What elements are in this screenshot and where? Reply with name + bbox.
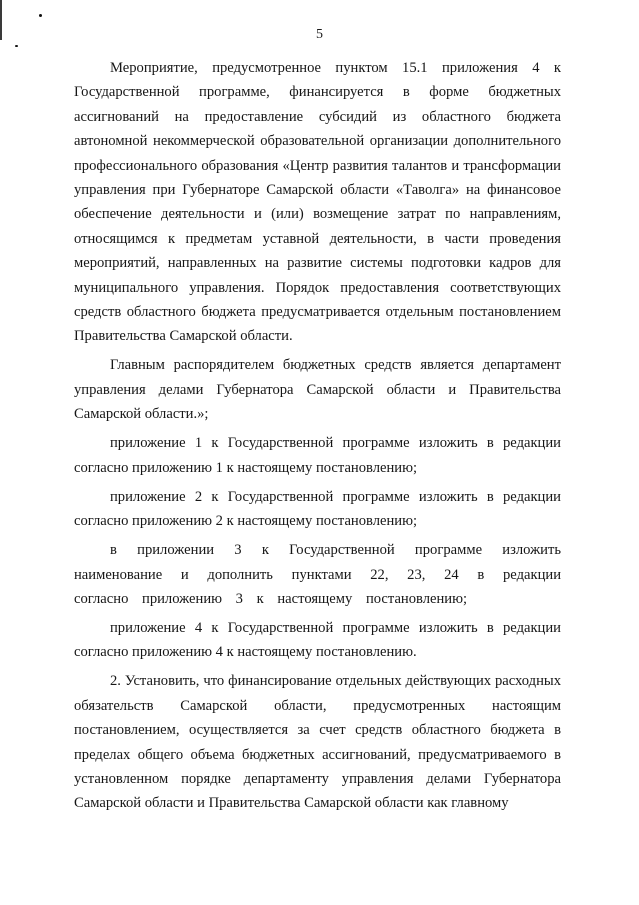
page-number: 5 xyxy=(316,27,323,42)
paragraph-event-funding: Мероприятие, предусмотренное пунктом 15.1 приложения 4 к Государственной программе, финансируется в форме бюджетных ассигнований на предоставление субсидий из областного бюджета автономной некоммерческой образовательной организации дополнительного профессионального образования «Центр развития талантов и трансформации управления при Губернаторе Самарской области «Таволга» на финансовое обеспечение деятельности и (или) возмещение затрат по направлениям, относящимся к предметам уставной деятельности, в части проведения мероприятий, направленных на развитие системы подготовки кадров для муниципального управления. Порядок предоставления соответствующих средств областного бюджета предусматривается отдельным постановлением Правительства Самарской области. xyxy=(74,60,561,345)
paragraph-item-2-financing: 2. Установить, что финансирование отдельных действующих расходных обязательств Самарской области, предусмотренных настоящим постановлением, осуществляется за счет средств областного бюджета в пределах общего объема бюджетных ассигнований, предусматриваемого в установленном порядке департаменту управления делами Губернатора Самарской области и Правительства Самарской области как главному xyxy=(74,673,561,812)
paragraph-main-budget-manager: Главным распорядителем бюджетных средств является департамент управления делами Губернатора Самарской области и Правительства Самарской области.»; xyxy=(74,357,561,423)
scan-speck xyxy=(15,45,18,47)
paragraph-annex-3: в приложении 3 к Государственной программе изложить наименование и дополнить пунктами 22, 23, 24 в редакции согласно приложению 3 к настоящему постановлению; xyxy=(74,542,561,607)
paragraph-annex-4: приложение 4 к Государственной программе изложить в редакции согласно приложению 4 к настоящему постановлению. xyxy=(74,619,561,661)
document-body xyxy=(74,56,561,820)
paragraph-annex-2: приложение 2 к Государственной программе изложить в редакции согласно приложению 2 к настоящему постановлению; xyxy=(74,488,561,530)
paragraph-annex-1: приложение 1 к Государственной программе изложить в редакции согласно приложению 1 к настоящему постановлению; xyxy=(74,435,561,476)
scan-speck xyxy=(39,14,42,17)
